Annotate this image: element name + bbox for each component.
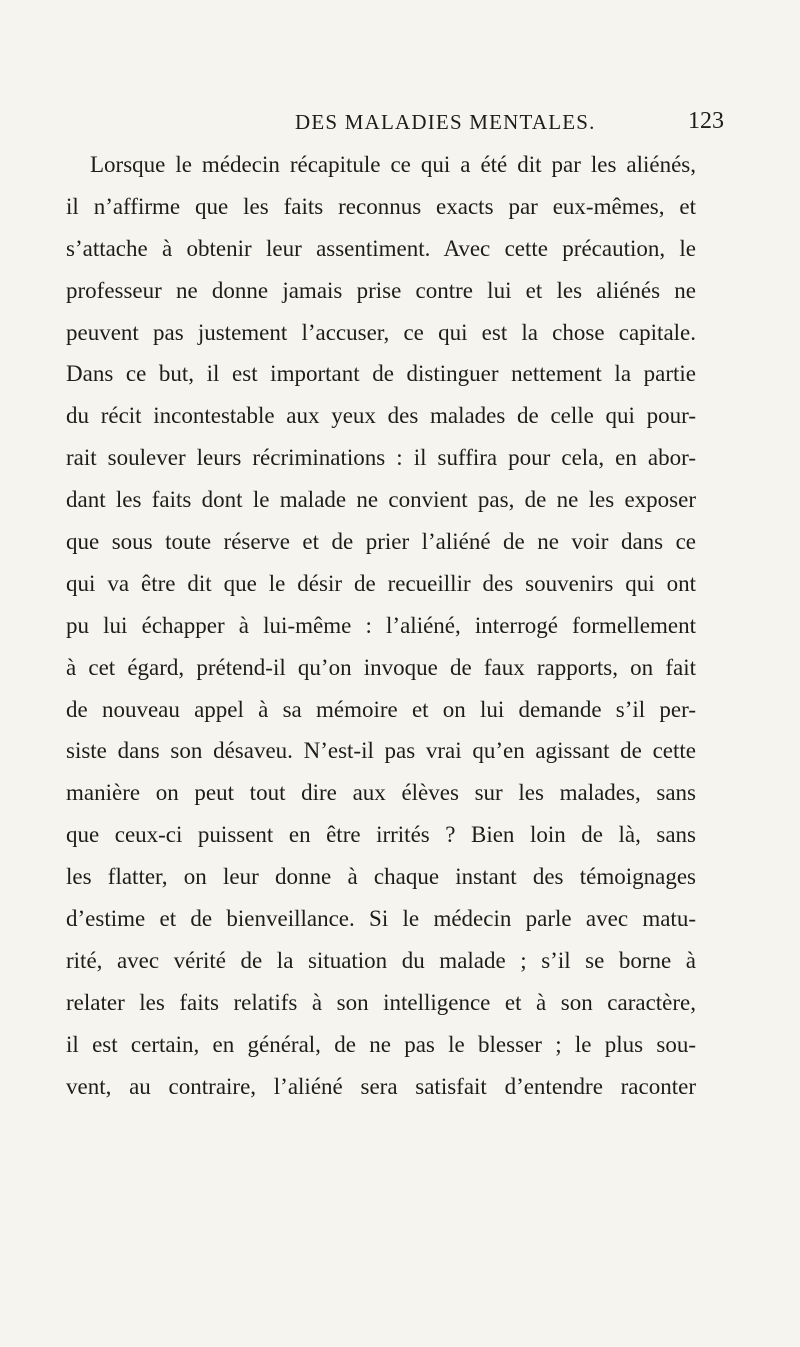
body-text <box>66 144 696 1107</box>
text-line: relater les faits relatifs à son intelligence et à son caractère, <box>66 989 696 1015</box>
text-line: rait soulever leurs récriminations : il suffira pour cela, en abor- <box>66 445 696 471</box>
text-line: Lorsque le médecin récapitule ce qui a été dit par les aliénés, <box>90 152 696 177</box>
text-line: il n’affirme que les faits reconnus exacts par eux-mêmes, et <box>66 193 696 219</box>
text-line: vent, au contraire, l’aliéné sera satisfait d’entendre raconter <box>66 1073 696 1099</box>
text-line: que ceux-ci puissent en être irrités ? Bien loin de là, sans <box>66 822 696 848</box>
text-line: rité, avec vérité de la situation du malade ; s’il se borne à <box>66 947 696 973</box>
text-line: professeur ne donne jamais prise contre lui et les aliénés ne <box>66 277 696 303</box>
text-line: les flatter, on leur donne à chaque instant des témoignages <box>66 864 696 890</box>
text-line: s’attache à obtenir leur assentiment. Avec cette précaution, le <box>66 235 696 261</box>
text-line: siste dans son désaveu. N’est-il pas vrai qu’en agissant de cette <box>66 738 696 764</box>
text-line: Dans ce but, il est important de distinguer nettement la partie <box>66 361 696 387</box>
text-line: du récit incontestable aux yeux des malades de celle qui pour- <box>66 403 696 429</box>
text-line: pu lui échapper à lui-même : l’aliéné, interrogé formellement <box>66 612 696 638</box>
running-title: DES MALADIES MENTALES. <box>295 110 596 134</box>
text-line: il est certain, en général, de ne pas le blesser ; le plus sou- <box>66 1031 696 1057</box>
text-line: qui va être dit que le désir de recueillir des souvenirs qui ont <box>66 570 696 596</box>
text-line: de nouveau appel à sa mémoire et on lui demande s’il per- <box>66 696 696 722</box>
page-number: 123 <box>688 108 724 134</box>
text-line: que sous toute réserve et de prier l’aliéné de ne voir dans ce <box>66 529 696 555</box>
text-line: d’estime et de bienveillance. Si le médecin parle avec matu- <box>66 906 696 932</box>
text-line: à cet égard, prétend-il qu’on invoque de faux rapports, on fait <box>66 654 696 680</box>
text-line: peuvent pas justement l’accuser, ce qui est la chose capitale. <box>66 319 696 345</box>
text-line: manière on peut tout dire aux élèves sur les malades, sans <box>66 780 696 806</box>
text-line: dant les faits dont le malade ne convient pas, de ne les exposer <box>66 487 696 513</box>
